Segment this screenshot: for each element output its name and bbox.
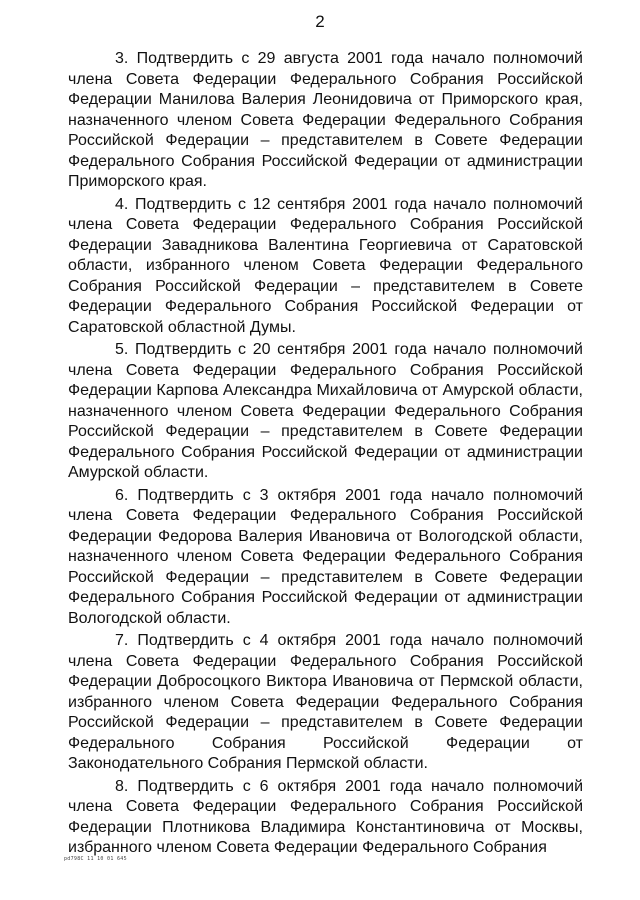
paragraph-4: 4. Подтвердить с 12 сентября 2001 года начало полномочий члена Совета Федерации Федерального Собрания Российской Федерации Завадникова Валентина Георгиевича от Саратовской области, избранного членом Совета Федерации Федерального Собрания Российской Федерации – представителем в Совете Федерации Федерального Собрания Российской Федерации от Саратовской областной Думы.: [68, 195, 583, 336]
paragraph-3: 3. Подтвердить с 29 августа 2001 года начало полномочий члена Совета Федерации Федерального Собрания Российской Федерации Манилова Валерия Леонидовича от Приморского края, назначенного членом Совета Федерации Федерального Собрания Российской Федерации – представителем в Совете Федерации Федерального Собрания Российской Федерации от администрации Приморского края.: [68, 50, 583, 190]
paragraph-8: 8. Подтвердить с 6 октября 2001 года начало полномочий члена Совета Федерации Федерального Собрания Российской Федерации Плотникова Владимира Константиновича от Москвы, избранного членом Совета Федерации Федерального Собрания: [68, 777, 583, 856]
footer-code: pd798C 11 10 01 645: [64, 856, 127, 862]
paragraph-5: 5. Подтвердить с 20 сентября 2001 года начало полномочий члена Совета Федерации Федерального Собрания Российской Федерации Карпова Александра Михайловича от Амурской области, назначенного членом Совета Федерации Федерального Собрания Российской Федерации – представителем в Совете Федерации Федерального Собрания Российской Федерации от администрации Амурской области.: [68, 341, 583, 481]
paragraph-6: 6. Подтвердить с 3 октября 2001 года начало полномочий члена Совета Федерации Федерального Собрания Российской Федерации Федорова Валерия Ивановича от Вологодской области, назначенного членом Совета Федерации Федерального Собрания Российской Федерации – представителем в Совете Федерации Федерального Собрания Российской Федерации от администрации Вологодской области.: [68, 486, 583, 627]
paragraph-7: 7. Подтвердить с 4 октября 2001 года начало полномочий члена Совета Федерации Федерального Собрания Российской Федерации Добросоцкого Виктора Ивановича от Пермской области, избранного членом Совета Федерации Федерального Собрания Российской Федерации – представителем в Совете Федерации Федерального Собрания Российской Федерации от Законодательного Собрания Пермской области.: [68, 632, 583, 772]
document-body: [68, 49, 583, 861]
page-number: 2: [315, 12, 325, 31]
